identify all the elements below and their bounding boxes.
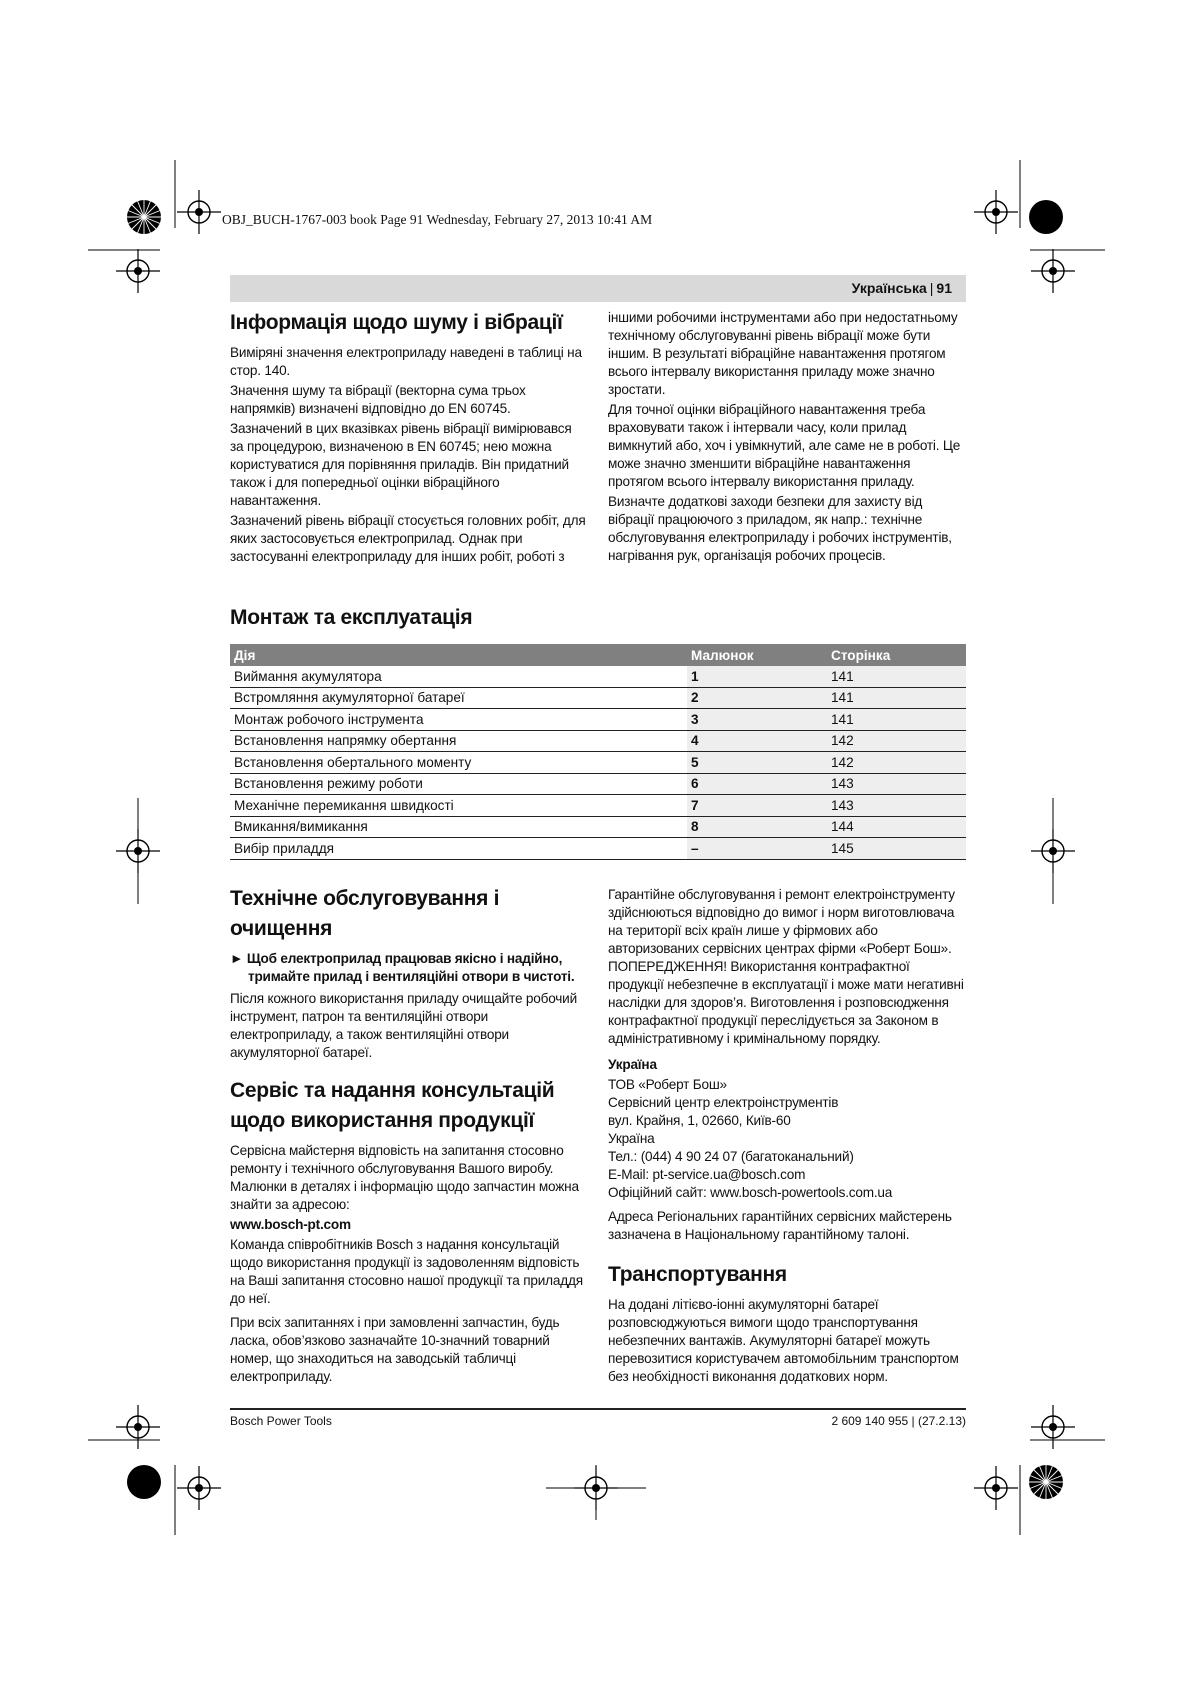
address-block [608, 1076, 966, 1202]
email-link[interactable]: E-Mail: pt-service.ua@bosch.com [608, 1167, 806, 1182]
noise-paragraph: Для точної оцінки вібраційного навантаження треба враховувати також і інтервали часу, коли прилад вимкнутий або, хоч і увімкнутий, але саме не в роботі. Це може значно зменшити вібраційне навантаження протягом всього інтервалу використання приладу. [608, 402, 961, 489]
address-line: вул. Крайня, 1, 02660, Київ-60 [608, 1113, 791, 1128]
row-action: Встромляння акумуляторної батареї [230, 687, 687, 709]
noise-paragraph: іншими робочими інструментами або при недостатньому технічному обслуговуванні рівень вібрації може бути іншим. В результаті вібраційне навантаження протягом всього інтервалу використання приладу може значно зростати. [608, 310, 958, 397]
row-figure: 8 [687, 816, 827, 838]
row-page: 141 [827, 666, 966, 687]
bullet-arrow-icon: ► [230, 951, 247, 966]
row-action: Механічне перемикання швидкості [230, 795, 687, 817]
address-line: Україна [608, 1131, 655, 1146]
table-header-row [230, 644, 966, 666]
column-header-action: Дія [230, 644, 687, 666]
service-title [230, 1076, 588, 1136]
table-row [230, 687, 966, 709]
service-paragraph: Команда співробітників Bosch з надання консультацій щодо використання продукції із задоволенням відповість на Ваші запитання стосовно нашої продукції та приладдя до неї. [230, 1237, 583, 1306]
warranty-paragraph: Адреса Регіональних гарантійних сервісних майстерень зазначена в Національному гарантійному талоні. [608, 1209, 952, 1242]
row-page: 143 [827, 773, 966, 795]
noise-paragraph: Значення шуму та вібрації (векторна сума трьох напрямків) визначені відповідно до EN 60745. [230, 383, 526, 416]
row-action: Встановлення обертального моменту [230, 752, 687, 774]
row-page: 143 [827, 795, 966, 817]
column-header-page: Сторінка [827, 644, 966, 666]
maintenance-bullet [230, 950, 588, 986]
maintenance-title-line: очищення [230, 917, 333, 940]
assembly-title: Монтаж та експлуатація [230, 606, 473, 629]
crosshair-icon [177, 1466, 221, 1510]
crosshair-icon [116, 1405, 160, 1449]
website-link[interactable]: Офіційний сайт: www.bosch-powertools.com.ua [608, 1185, 893, 1200]
maintenance-title-line: Технічне обслуговування і [230, 887, 500, 910]
row-action: Вибір приладдя [230, 838, 687, 860]
transport-paragraph: На додані літієво-іонні акумуляторні батареї розповсюджуються вимоги щодо транспортування небезпечних вантажів. Акумуляторні батареї можуть перевозитися користувачем автомобільним транспортом без необхідності виконання додаткових норм. [608, 1297, 959, 1384]
noise-continued [608, 309, 966, 567]
crosshair-icon [116, 249, 160, 293]
row-action: Встановлення режиму роботи [230, 773, 687, 795]
row-action: Встановлення напрямку обертання [230, 730, 687, 752]
service-url-link[interactable]: www.bosch-pt.com [230, 1217, 351, 1232]
row-page: 141 [827, 709, 966, 731]
footer-rule [230, 1408, 966, 1410]
row-page: 145 [827, 838, 966, 860]
table-row [230, 795, 966, 817]
service-paragraph: При всіх запитаннях і при замовленні запчастин, будь ласка, обов’язково зазначайте 10-значний товарний номер, що знаходиться на заводській табличці електроприладу. [230, 1315, 560, 1384]
crosshair-icon [1031, 1405, 1075, 1449]
warranty-section [608, 886, 966, 1388]
table-row [230, 773, 966, 795]
star-mark-icon [1029, 1465, 1063, 1499]
table-row [230, 709, 966, 731]
table-row [230, 816, 966, 838]
print-slug: OBJ_BUCH-1767-003 book Page 91 Wednesday, February 27, 2013 10:41 AM [222, 212, 653, 227]
address-line: Сервісний центр електроінструментів [608, 1095, 839, 1110]
solid-mark-icon [127, 1465, 161, 1499]
warranty-paragraph: Гарантійне обслуговування і ремонт електроінструменту здійснюються відповідно до вимог і норм виготовлювача на території всіх країн лише у фірмових або авторизованих сервісних центрах фірми «Роберт Бош». ПОПЕРЕДЖЕННЯ! Використання контрафактної продукції небезпечне в експлуатації і може мати негативні наслідки для здоров’я. Виготовлення і розповсюдження контрафактної продукції переслідується за Законом в адміністративному і кримінальному порядку. [608, 887, 964, 1046]
maintenance-paragraph: Після кожного використання приладу очищайте робочий інструмент, патрон та вентиляційні отвори електроприладу, а також вентиляційні отвори акумуляторної батареї. [230, 991, 577, 1060]
address-line: ТОВ «Роберт Бош» [608, 1077, 727, 1092]
row-page: 141 [827, 687, 966, 709]
table-row [230, 666, 966, 687]
service-title-line: Сервіс та надання консультацій [230, 1079, 555, 1102]
row-action: Вмикання/вимикання [230, 816, 687, 838]
row-figure: 1 [687, 666, 827, 687]
crosshair-icon [974, 190, 1018, 234]
header-language: Українська [851, 280, 927, 296]
row-action: Монтаж робочого інструмента [230, 709, 687, 731]
noise-paragraph: Зазначений в цих вказівках рівень вібрації вимірювався за процедурою, визначеною в EN 60745; нею можна користуватися для порівняння приладів. Він придатний також і для попередньої оцінки вібраційного навантаження. [230, 421, 572, 508]
star-mark-icon [127, 200, 161, 234]
page-header: Українська | 91 [230, 275, 966, 302]
solid-mark-icon [1029, 200, 1063, 234]
footer-doc-number: 2 609 140 955 | (27.2.13) [831, 1414, 966, 1428]
noise-title: Інформація щодо шуму і вібрації [230, 311, 563, 334]
noise-section [230, 308, 588, 568]
row-figure: 7 [687, 795, 827, 817]
noise-paragraph: Виміряні значення електроприладу наведені в таблиці на стор. 140. [230, 345, 582, 378]
maintenance-title [230, 884, 588, 944]
noise-paragraph: Визначте додаткові заходи безпеки для захисту від вібрації працюючого з приладом, як напр.: технічне обслуговування електроприладу і робочих інструментів, нагрівання рук, організація робочих процесів. [608, 494, 952, 563]
service-title-line: щодо використання продукції [230, 1109, 535, 1132]
row-figure: 4 [687, 730, 827, 752]
row-page: 142 [827, 752, 966, 774]
row-figure: 3 [687, 709, 827, 731]
row-figure: 6 [687, 773, 827, 795]
table-row [230, 730, 966, 752]
table-row [230, 752, 966, 774]
noise-paragraph: Зазначений рівень вібрації стосується головних робіт, для яких застосовується електроприлад. Однак при застосуванні електроприладу для інших робіт, роботі з [230, 513, 586, 564]
row-figure: 5 [687, 752, 827, 774]
footer-brand: Bosch Power Tools [230, 1414, 332, 1428]
maintenance-section [230, 884, 588, 1388]
crosshair-icon [177, 190, 221, 234]
maintenance-bullet-text: Щоб електроприлад працював якісно і надійно, тримайте прилад і вентиляційні отвори в чистоті. [246, 951, 575, 984]
assembly-table [230, 644, 966, 860]
table-row [230, 838, 966, 860]
crosshair-icon [974, 1466, 1018, 1510]
row-figure: – [687, 838, 827, 860]
page-number: 91 [936, 280, 952, 296]
row-figure: 2 [687, 687, 827, 709]
address-line: Тел.: (044) 4 90 24 07 (багатоканальний) [608, 1149, 854, 1164]
country-heading: Україна [608, 1057, 657, 1072]
column-header-figure: Малюнок [687, 644, 827, 666]
crosshair-icon [1031, 249, 1075, 293]
row-action: Виймання акумулятора [230, 666, 687, 687]
row-page: 142 [827, 730, 966, 752]
transport-title: Транспортування [608, 1263, 787, 1286]
service-paragraph: Сервісна майстерня відповість на запитання стосовно ремонту і технічного обслуговування Вашого виробу. Малюнки в деталях і інформацію щодо запчастин можна знайти за адресою: [230, 1143, 579, 1212]
row-page: 144 [827, 816, 966, 838]
